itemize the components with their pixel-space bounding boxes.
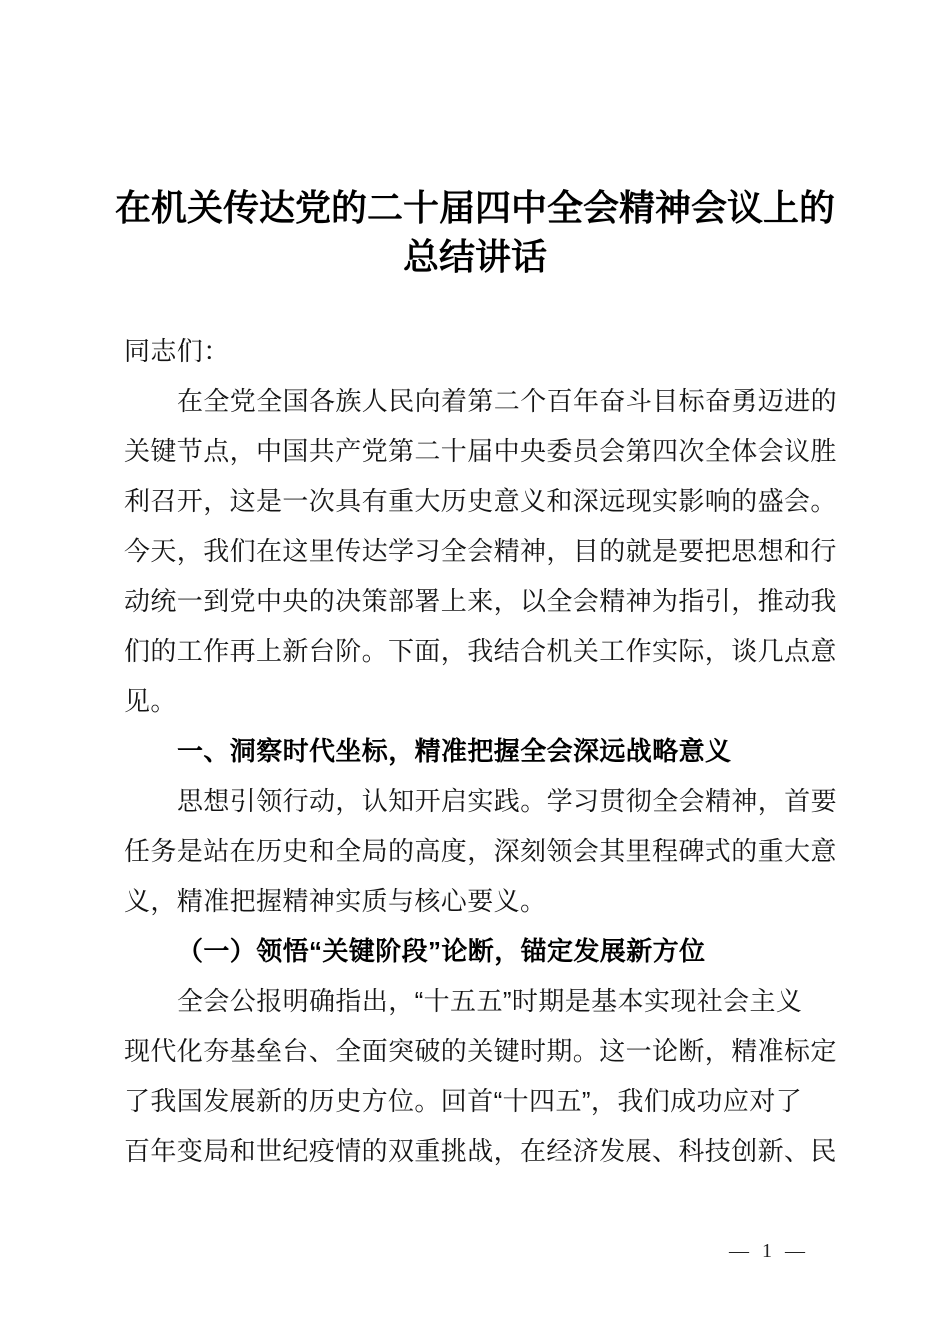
body-text-line: 义，精准把握精神实质与核心要义。: [124, 886, 547, 916]
body-text-line: 任务是站在历史和全局的高度，深刻领会其里程碑式的重大意: [124, 836, 837, 866]
body-text-line: 思想引领行动，认知开启实践。学习贯彻全会精神，首要: [177, 786, 838, 816]
body-text-line: 同志们：: [124, 336, 230, 366]
title-line-2: 总结讲话: [402, 236, 547, 277]
document-title: [0, 0, 950, 281]
body-text-line: 今天，我们在这里传达学习全会精神，目的就是要把思想和行: [124, 536, 837, 566]
body-text-line: 们的工作再上新台阶。下面，我结合机关工作实际，谈几点意: [124, 636, 837, 666]
body-text-line: 在全党全国各族人民向着第二个百年奋斗目标奋勇迈进的: [177, 386, 838, 416]
body-text-line: 全会公报明确指出，“十五五”时期是基本实现社会主义: [177, 986, 803, 1016]
heading-line: 一、洞察时代坐标，精准把握全会深远战略意义: [177, 736, 732, 766]
body-text-line: 利召开，这是一次具有重大历史意义和深远现实影响的盛会。: [124, 486, 837, 516]
body-text-line: 见。: [124, 686, 177, 716]
page-number: — 1 —: [729, 1240, 809, 1262]
body-text-line: 百年变局和世纪疫情的双重挑战，在经济发展、科技创新、民: [124, 1136, 837, 1166]
heading-line: （一）领悟“关键阶段”论断，锚定发展新方位: [177, 936, 706, 966]
body-text-line: 动统一到党中央的决策部署上来，以全会精神为指引，推动我: [124, 586, 837, 616]
document-body: [0, 326, 950, 1176]
title-line-1: 在机关传达党的二十届四中全会精神会议上的: [114, 187, 835, 228]
body-text-line: 现代化夯基垒台、全面突破的关键时期。这一论断，精准标定: [124, 1036, 837, 1066]
body-text-line: 了我国发展新的历史方位。回首“十四五”，我们成功应对了: [124, 1086, 803, 1116]
body-text-line: 关键节点，中国共产党第二十届中央委员会第四次全体会议胜: [124, 436, 837, 466]
